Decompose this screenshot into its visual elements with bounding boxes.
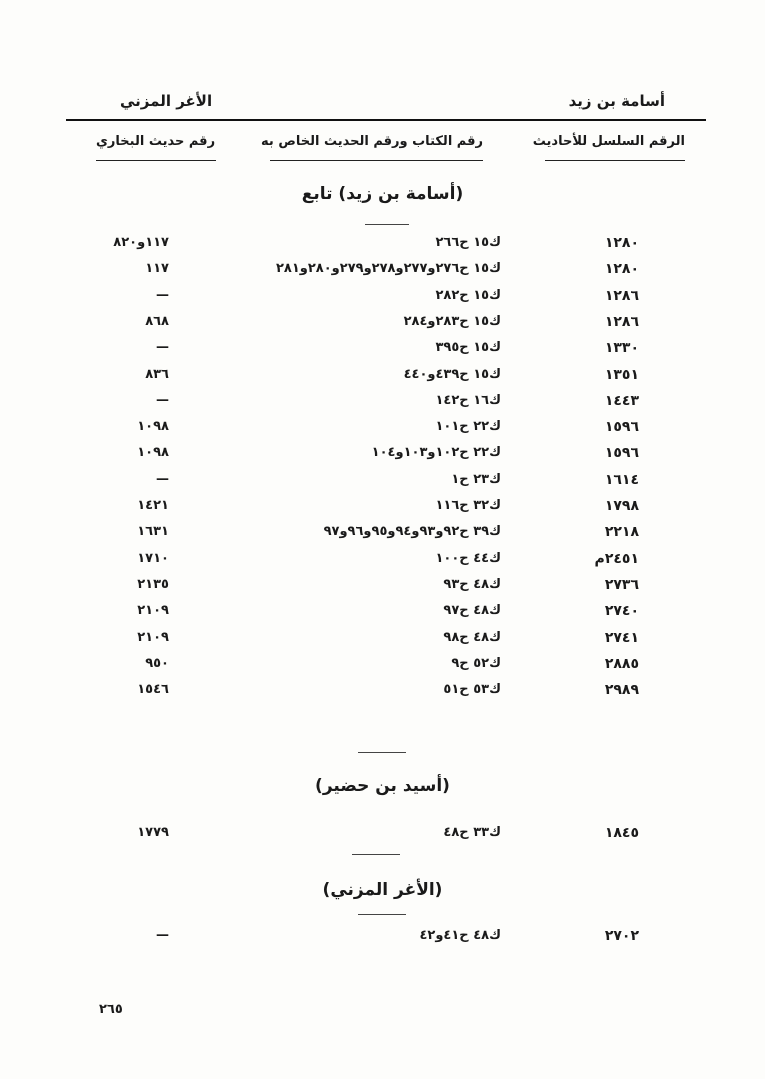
table-row (0, 288, 765, 312)
serial-cell: ١٢٨٦ (604, 313, 639, 330)
bukhari-cell: ١١٧و٨٢٠ (113, 235, 169, 250)
section-title-usayd: (أسيد بن حضير) (315, 776, 450, 796)
serial-cell: ١٣٥١ (604, 366, 639, 383)
table-row (0, 261, 765, 285)
serial-cell: ١٥٩٦ (604, 445, 639, 462)
table-row (0, 340, 765, 364)
section-divider (352, 854, 400, 855)
section-divider (358, 914, 406, 915)
book-ref-cell: ك٣٣ ح٤٨ (443, 825, 501, 840)
header-rule (66, 119, 706, 121)
bukhari-cell: ٨٣٦ (145, 366, 169, 382)
serial-cell: ١٧٩٨ (604, 498, 639, 514)
bukhari-cell: ١٧٧٩ (137, 825, 169, 840)
table-row (0, 825, 765, 849)
bukhari-cell: — (156, 287, 169, 303)
book-ref-cell: ك٢٣ ح١ (451, 471, 501, 487)
book-ref-cell: ك١٥ ح٢٧٦و٢٧٧و٢٧٨و٢٧٩و٢٨٠و٢٨١ (275, 261, 501, 277)
table-row (0, 235, 765, 259)
table-row (0, 524, 765, 548)
table-row (0, 314, 765, 338)
table-row (0, 656, 765, 680)
table-row (0, 445, 765, 469)
book-ref-cell: ك٤٨ ح٤١و٤٢ (419, 928, 501, 943)
serial-cell: ١٨٤٥ (604, 825, 639, 841)
running-header-right: أسامة بن زيد (568, 92, 665, 110)
bukhari-cell: ١١٧ (145, 261, 169, 277)
book-ref-cell: ك١٥ ح٤٣٩و٤٤٠ (403, 366, 501, 382)
book-ref-cell: ك٢٢ ح١٠١ (435, 419, 501, 435)
bukhari-cell: — (156, 392, 169, 408)
bukhari-cell: ٩٥٠ (145, 655, 169, 671)
book-ref-cell: ك٣٩ ح٩٢و٩٣و٩٤و٩٥و٩٦و٩٧ (323, 524, 501, 540)
serial-cell: ٢٧٤٠ (604, 603, 639, 620)
book-ref-cell: ك٤٤ ح١٠٠ (435, 550, 501, 566)
column-heading-bukhari: رقم حديث البخاري (96, 134, 216, 149)
table-row (0, 577, 765, 601)
section-title-usama: (أسامة بن زيد) تابع (301, 184, 464, 204)
table-row (0, 419, 765, 443)
bukhari-cell: ١٠٩٨ (137, 419, 169, 435)
column-underline-book-ref (270, 160, 483, 161)
serial-cell: ١٢٨٠ (604, 235, 639, 251)
book-ref-cell: ك١٦ ح١٤٢ (435, 392, 501, 408)
bukhari-cell: ١٤٢١ (137, 498, 169, 513)
bukhari-cell: ٨٦٨ (145, 313, 169, 329)
serial-cell: ٢٩٨٩ (604, 682, 639, 699)
book-ref-cell: ك٥٣ ح٥١ (443, 682, 501, 698)
table-row (0, 630, 765, 654)
table-row (0, 551, 765, 575)
table-row (0, 472, 765, 496)
serial-cell: ١٢٨٠ (604, 261, 639, 278)
book-ref-cell: ك٢٢ ح١٠٢و١٠٣و١٠٤ (371, 445, 501, 461)
running-header-left: الأغر المزني (120, 92, 213, 110)
bukhari-cell: ٢١٣٥ (137, 576, 169, 592)
bukhari-cell: ١٧١٠ (137, 550, 169, 566)
bukhari-cell: — (156, 471, 169, 487)
bukhari-cell: — (156, 340, 169, 356)
bukhari-cell: ١٦٣١ (137, 524, 169, 540)
serial-cell: ١٢٨٦ (604, 287, 639, 304)
column-underline-serial (545, 160, 685, 161)
table-row (0, 393, 765, 417)
book-ref-cell: ك١٥ ح٢٨٣و٢٨٤ (403, 313, 501, 329)
bukhari-cell: — (156, 928, 169, 943)
column-heading-serial: الرقم السلسل للأحاديث (532, 134, 685, 149)
serial-cell: ٢٨٨٥ (604, 655, 639, 672)
book-ref-cell: ك١٥ ح٢٨٢ (435, 287, 501, 303)
bukhari-cell: ١٠٩٨ (137, 445, 169, 461)
book-ref-cell: ك١٥ ح٢٦٦ (435, 235, 501, 250)
book-ref-cell: ك٣٢ ح١١٦ (435, 498, 501, 513)
book-ref-cell: ك٤٨ ح٩٧ (443, 603, 501, 619)
serial-cell: ١٥٩٦ (604, 419, 639, 436)
table-row (0, 928, 765, 952)
serial-cell: ٢٧٠٢ (604, 928, 639, 944)
page-number: ٢٦٥ (99, 1002, 123, 1017)
serial-cell: ٢٧٤١ (604, 629, 639, 646)
table-row (0, 603, 765, 627)
book-ref-cell: ك٤٨ ح٩٣ (443, 576, 501, 592)
bukhari-cell: ١٥٤٦ (137, 682, 169, 698)
book-ref-cell: ك٥٢ ح٩ (451, 655, 501, 671)
table-row (0, 498, 765, 522)
column-underline-bukhari (96, 160, 216, 161)
bukhari-cell: ٢١٠٩ (137, 603, 169, 619)
book-ref-cell: ك١٥ ح٣٩٥ (435, 340, 501, 356)
section-title-agharr: (الأغر المزني) (322, 880, 443, 900)
serial-cell: ٢٧٣٦ (604, 576, 639, 593)
table-row (0, 367, 765, 391)
serial-cell: ١٤٤٣ (604, 392, 639, 409)
section-divider (365, 224, 409, 225)
bukhari-cell: ٢١٠٩ (137, 629, 169, 645)
serial-cell: ١٦١٤ (604, 471, 639, 488)
serial-cell: ٢٢١٨ (604, 524, 639, 541)
table-row (0, 682, 765, 706)
serial-cell: ١٣٣٠ (604, 340, 639, 357)
section-divider (358, 752, 406, 753)
book-ref-cell: ك٤٨ ح٩٨ (443, 629, 501, 645)
column-heading-book-ref: رقم الكتاب ورقم الحديث الخاص به (261, 134, 483, 149)
serial-cell: ٢٤٥١م (594, 550, 639, 567)
